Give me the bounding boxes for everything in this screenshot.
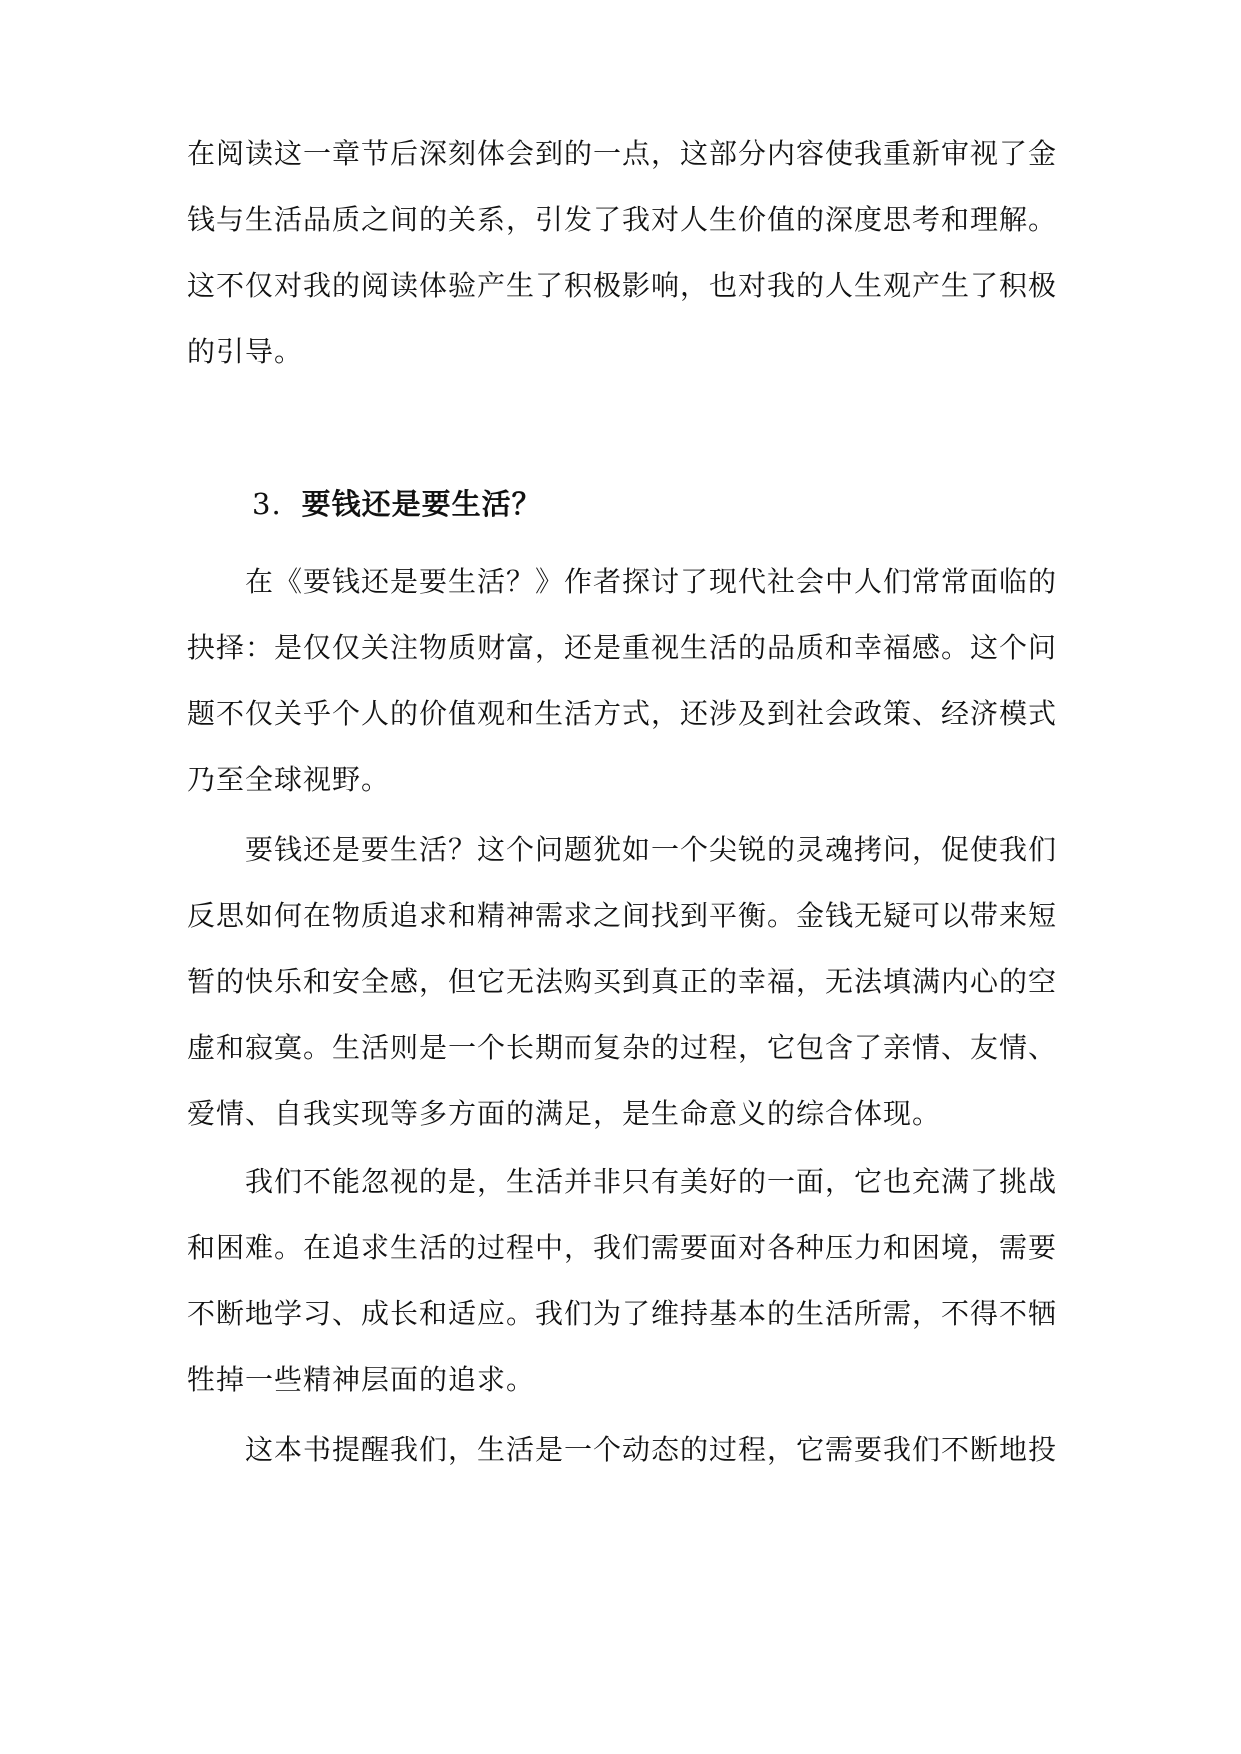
paragraph-3-line-4: 牲掉一些精神层面的追求。: [187, 1363, 536, 1396]
intro-line-3: 这不仅对我的阅读体验产生了积极影响，也对我的人生观产生了积极: [187, 269, 1058, 302]
paragraph-1-line-3: 题不仅关乎个人的价值观和生活方式，还涉及到社会政策、经济模式: [187, 697, 1058, 730]
paragraph-1-line-4: 乃至全球视野。: [187, 763, 391, 796]
paragraph-2-line-1: 要钱还是要生活？这个问题犹如一个尖锐的灵魂拷问，促使我们: [245, 833, 1058, 866]
paragraph-3-line-3: 不断地学习、成长和适应。我们为了维持基本的生活所需，不得不牺: [187, 1297, 1058, 1330]
section-number: 3.: [252, 487, 282, 521]
intro-line-2: 钱与生活品质之间的关系，引发了我对人生价值的深度思考和理解。: [187, 203, 1058, 236]
paragraph-2-line-5: 爱情、自我实现等多方面的满足，是生命意义的综合体现。: [187, 1097, 942, 1130]
intro-line-1: 在阅读这一章节后深刻体会到的一点，这部分内容使我重新审视了金: [187, 137, 1058, 170]
paragraph-2-line-3: 暂的快乐和安全感，但它无法购买到真正的幸福，无法填满内心的空: [187, 965, 1058, 998]
paragraph-1-line-1: 在《要钱还是要生活？》作者探讨了现代社会中人们常常面临的: [245, 565, 1058, 598]
paragraph-2-line-2: 反思如何在物质追求和精神需求之间找到平衡。金钱无疑可以带来短: [187, 899, 1058, 932]
paragraph-3-line-2: 和困难。在追求生活的过程中，我们需要面对各种压力和困境，需要: [187, 1231, 1058, 1264]
paragraph-4-line-1: 这本书提醒我们，生活是一个动态的过程，它需要我们不断地投: [245, 1433, 1058, 1466]
section-title: 要钱还是要生活？: [301, 487, 542, 521]
intro-line-4: 的引导。: [187, 335, 304, 368]
section-heading: [252, 484, 542, 524]
paragraph-2-line-4: 虚和寂寞。生活则是一个长期而复杂的过程，它包含了亲情、友情、: [187, 1031, 1058, 1064]
paragraph-1-line-2: 抉择：是仅仅关注物质财富，还是重视生活的品质和幸福感。这个问: [187, 631, 1058, 664]
paragraph-3-line-1: 我们不能忽视的是，生活并非只有美好的一面，它也充满了挑战: [245, 1165, 1058, 1198]
